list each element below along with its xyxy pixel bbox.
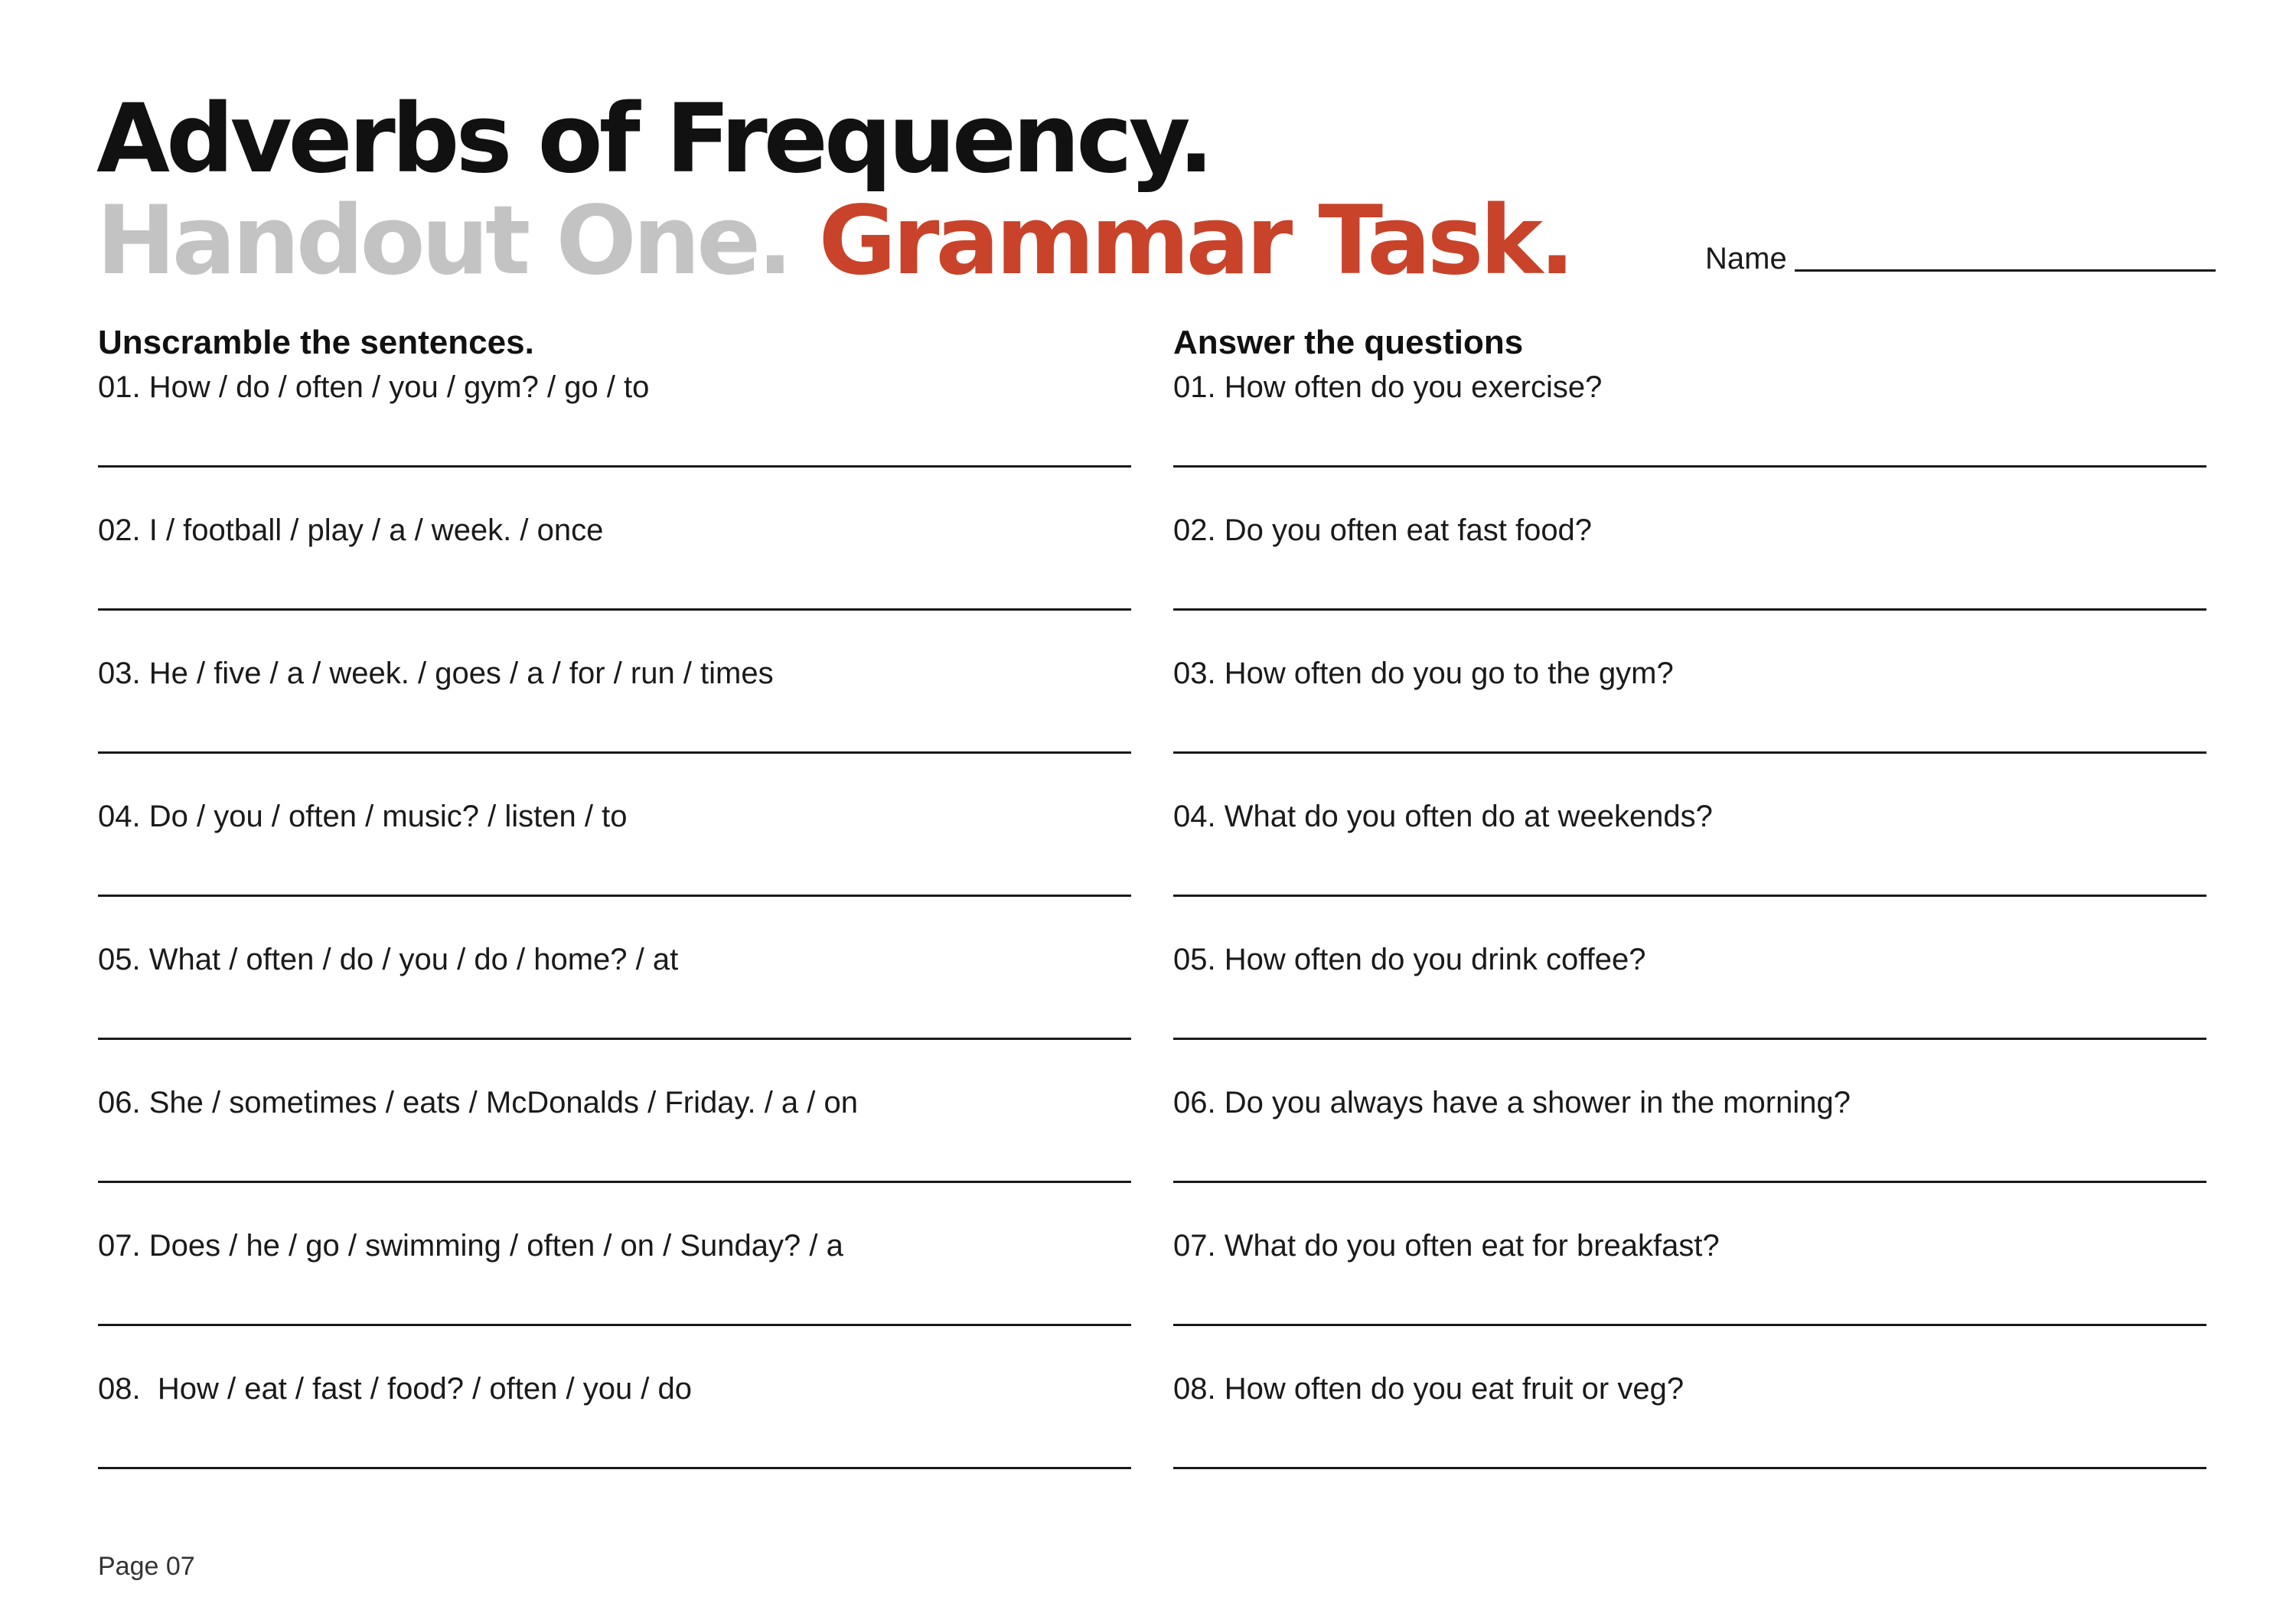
answer-line[interactable] [98, 465, 1131, 468]
unscramble-sentence: 02. I / football / play / a / week. / once [98, 513, 604, 547]
question-item [1173, 795, 2206, 938]
page-title: Adverbs of Frequency. [96, 84, 1211, 194]
unscramble-sentence: 04. Do / you / often / music? / listen / to [98, 800, 628, 833]
name-label: Name [1705, 242, 1787, 275]
subtitle-handout: Handout One. [96, 186, 790, 296]
unscramble-sentence: 07. Does / he / go / swimming / often / on / Sunday? / a [98, 1229, 843, 1263]
unscramble-sentence: 01. How / do / often / you / gym? / go / to [98, 370, 650, 404]
question-text: 04. What do you often do at weekends? [1173, 800, 1713, 833]
unscramble-item [98, 1224, 1131, 1367]
unscramble-heading: Unscramble the sentences. [98, 324, 534, 361]
page-subtitle [96, 187, 1571, 295]
question-item [1173, 509, 2206, 652]
answer-line[interactable] [98, 1181, 1131, 1183]
question-item [1173, 938, 2206, 1081]
answer-line[interactable] [1173, 465, 2206, 468]
unscramble-sentence: 03. He / five / a / week. / goes / a / for / run / times [98, 657, 774, 690]
page-number: Page 07 [98, 1552, 195, 1581]
questions-section [1173, 320, 2206, 1406]
question-text: 03. How often do you go to the gym? [1173, 657, 1674, 690]
question-text: 05. How often do you drink coffee? [1173, 943, 1646, 976]
question-item [1173, 1367, 2206, 1511]
question-item [1173, 652, 2206, 795]
answer-line[interactable] [1173, 1467, 2206, 1469]
unscramble-item [98, 366, 1131, 509]
unscramble-item [98, 509, 1131, 652]
questions-heading: Answer the questions [1173, 324, 1524, 361]
subtitle-task: Grammar Task. [818, 186, 1572, 296]
question-item [1173, 366, 2206, 509]
answer-line[interactable] [1173, 608, 2206, 611]
answer-line[interactable] [1173, 1324, 2206, 1326]
unscramble-item [98, 795, 1131, 938]
answer-line[interactable] [98, 1324, 1131, 1326]
question-item [1173, 1224, 2206, 1367]
answer-line[interactable] [98, 895, 1131, 897]
question-text: 02. Do you often eat fast food? [1173, 513, 1593, 547]
answer-line[interactable] [1173, 1181, 2206, 1183]
unscramble-item [98, 1367, 1131, 1511]
question-text: 07. What do you often eat for breakfast? [1173, 1229, 1720, 1263]
name-field[interactable] [1705, 242, 2216, 276]
unscramble-item [98, 938, 1131, 1081]
unscramble-sentence: 08. How / eat / fast / food? / often / you / do [98, 1372, 693, 1406]
unscramble-section [98, 320, 1131, 1406]
question-text: 08. How often do you eat fruit or veg? [1173, 1372, 1684, 1406]
unscramble-item [98, 652, 1131, 795]
unscramble-sentence: 06. She / sometimes / eats / McDonalds / Friday. / a / on [98, 1086, 859, 1119]
answer-line[interactable] [1173, 751, 2206, 754]
unscramble-sentence: 05. What / often / do / you / do / home? / at [98, 943, 679, 976]
answer-line[interactable] [1173, 1038, 2206, 1040]
answer-line[interactable] [98, 751, 1131, 754]
answer-line[interactable] [98, 1467, 1131, 1469]
answer-line[interactable] [98, 1038, 1131, 1040]
unscramble-item [98, 1081, 1131, 1224]
question-item [1173, 1081, 2206, 1224]
answer-line[interactable] [1173, 895, 2206, 897]
name-input-line[interactable] [1795, 269, 2216, 272]
answer-line[interactable] [98, 608, 1131, 611]
question-text: 01. How often do you exercise? [1173, 370, 1603, 404]
question-text: 06. Do you always have a shower in the morning? [1173, 1086, 1851, 1119]
